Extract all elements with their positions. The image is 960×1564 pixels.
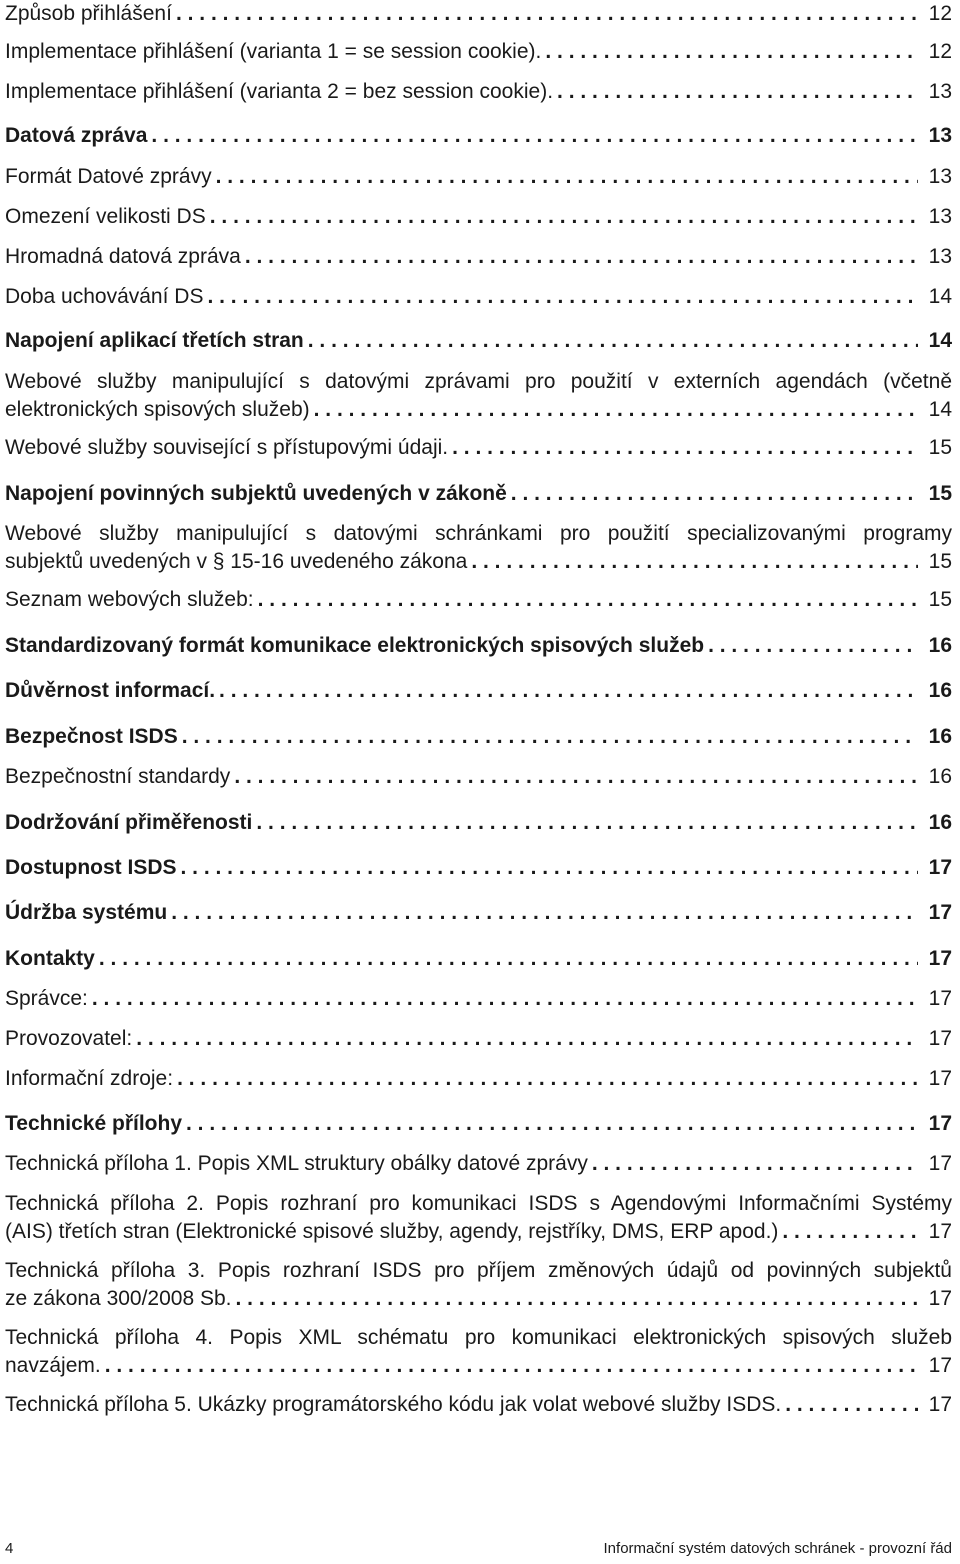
dot-leader	[236, 1285, 918, 1313]
toc-entry[interactable]	[5, 38, 952, 66]
toc-entry-page-number: 17	[928, 1067, 952, 1090]
dot-leader	[210, 203, 918, 231]
toc-entry[interactable]	[5, 243, 952, 271]
toc-entry-line	[5, 1150, 952, 1178]
toc-entry-page-number: 13	[928, 165, 952, 188]
toc-entry-page-number: 13	[928, 205, 952, 228]
toc-entry-line	[5, 985, 952, 1013]
toc-entry-title: Důvěrnost informací.	[5, 679, 216, 702]
toc-entry-page-number: 13	[928, 80, 952, 103]
toc-entry-title: Technické přílohy	[5, 1112, 182, 1135]
dot-leader	[314, 396, 918, 424]
toc-entry[interactable]	[5, 854, 952, 882]
toc-entry-line	[5, 0, 952, 28]
toc-entry-title-line1: Technická příloha 3. Popis rozhraní ISDS pro příjem změnových údajů od povinných subjektů	[5, 1259, 952, 1282]
toc-entry-page-number: 12	[928, 2, 952, 25]
dot-leader	[151, 122, 918, 150]
toc-entry-line	[5, 38, 952, 66]
toc-entry-page-number: 17	[928, 1112, 952, 1135]
toc-entry-page-number: 17	[928, 947, 952, 970]
toc-entry-line	[5, 203, 952, 231]
toc-entry-page-number: 16	[928, 679, 952, 702]
dot-leader	[557, 78, 918, 106]
toc-entry-title: Informační zdroje:	[5, 1067, 174, 1090]
toc-entry-page-number: 15	[928, 436, 952, 459]
toc-entry-title: Formát Datové zprávy	[5, 165, 212, 188]
toc-entry[interactable]	[5, 283, 952, 311]
toc-entry-title: Způsob přihlášení	[5, 2, 172, 25]
toc-entry-title: Dodržování přiměřenosti	[5, 811, 253, 834]
toc-entry-title: Správce:	[5, 987, 88, 1010]
dot-leader	[181, 854, 919, 882]
toc-entry-title: Implementace přihlášení (varianta 1 = se session cookie).	[5, 40, 542, 63]
toc-entry-line	[5, 1285, 952, 1313]
toc-entry-title: Doba uchovávání DS	[5, 285, 204, 308]
toc-entry-title: Omezení velikosti DS	[5, 205, 206, 228]
dot-leader	[176, 0, 918, 28]
toc-entry-line	[5, 480, 952, 508]
toc-entry[interactable]	[5, 586, 952, 614]
dot-leader	[256, 809, 918, 837]
dot-leader	[245, 243, 918, 271]
toc-entry-page-number: 16	[928, 811, 952, 834]
toc-entry-line	[5, 122, 952, 150]
toc-entry[interactable]	[5, 763, 952, 791]
toc-entry-title: Datová zpráva	[5, 124, 148, 147]
toc-entry-title: navzájem.	[5, 1354, 101, 1377]
dot-leader	[219, 677, 918, 705]
toc-entry[interactable]	[5, 1324, 952, 1380]
toc-entry-title: Seznam webových služeb:	[5, 588, 254, 611]
toc-entry-page-number: 13	[928, 245, 952, 268]
toc-entry-page-number: 17	[928, 1393, 952, 1416]
toc-entry-page-number: 14	[928, 329, 952, 352]
dot-leader	[136, 1025, 918, 1053]
dot-leader	[186, 1110, 918, 1138]
dot-leader	[92, 985, 918, 1013]
toc-entry[interactable]	[5, 327, 952, 355]
toc-entry-title: ze zákona 300/2008 Sb.	[5, 1287, 232, 1310]
toc-entry[interactable]	[5, 520, 952, 576]
footer-document-title: Informační systém datových schránek - provozní řád	[603, 1540, 952, 1557]
dot-leader	[782, 1218, 918, 1246]
dot-leader	[207, 283, 918, 311]
toc-entry-line	[5, 677, 952, 705]
toc-entry-line	[5, 1025, 952, 1053]
toc-entry-page-number: 17	[928, 1220, 952, 1243]
dot-leader	[182, 723, 918, 751]
toc-entry-page-number: 14	[928, 285, 952, 308]
toc-entry-title-line1: Technická příloha 2. Popis rozhraní pro komunikaci ISDS s Agendovými Informačními Systémy	[5, 1192, 952, 1215]
toc-entry-title: Standardizovaný formát komunikace elektronických spisových služeb	[5, 634, 705, 657]
toc-entry[interactable]	[5, 809, 952, 837]
toc-entry-title: (AIS) třetích stran (Elektronické spisové služby, agendy, rejstříky, DMS, ERP apod.)	[5, 1220, 779, 1243]
toc-entry[interactable]	[5, 899, 952, 927]
dot-leader	[171, 899, 918, 927]
toc-entry-title: Hromadná datová zpráva	[5, 245, 241, 268]
toc-entry-title-line1: Webové služby manipulující s datovými zprávami pro použití v externích agendách (včetně	[5, 370, 952, 393]
footer-page-number: 4	[5, 1540, 14, 1557]
toc-entry[interactable]	[5, 677, 952, 705]
toc-entry-line	[5, 327, 952, 355]
toc-entry-line	[5, 899, 952, 927]
toc-entry-title: Webové služby související s přístupovými údaji.	[5, 436, 449, 459]
toc-entry-title: Napojení povinných subjektů uvedených v zákoně	[5, 482, 507, 505]
dot-leader	[452, 434, 918, 462]
toc-entry-page-number: 14	[928, 398, 952, 421]
toc-entry-title: Technická příloha 1. Popis XML struktury obálky datové zprávy	[5, 1152, 588, 1175]
toc-entry[interactable]	[5, 122, 952, 150]
toc-entry[interactable]	[5, 203, 952, 231]
toc-entry-page-number: 15	[928, 588, 952, 611]
toc-entry-line	[5, 283, 952, 311]
dot-leader	[216, 163, 918, 191]
toc-entry-title: Provozovatel:	[5, 1027, 133, 1050]
toc-entry-line	[5, 396, 952, 424]
toc-entry-title: Napojení aplikací třetích stran	[5, 329, 304, 352]
toc-entry-line	[5, 548, 952, 576]
toc-entry[interactable]	[5, 78, 952, 106]
toc-entry-line	[5, 1110, 952, 1138]
toc-entry-line	[5, 78, 952, 106]
toc-entry-line	[5, 632, 952, 660]
toc-entry-line	[5, 763, 952, 791]
toc-entry[interactable]	[5, 368, 952, 424]
toc-entry[interactable]	[5, 434, 952, 462]
toc-entry-title: Kontakty	[5, 947, 95, 970]
toc-entry-line	[5, 163, 952, 191]
toc-entry-page-number: 16	[928, 725, 952, 748]
toc-entry[interactable]	[5, 1150, 952, 1178]
toc-entry-page-number: 12	[928, 40, 952, 63]
toc-entry-page-number: 17	[928, 901, 952, 924]
toc-entry[interactable]	[5, 1190, 952, 1246]
toc-entry[interactable]	[5, 480, 952, 508]
toc-entry[interactable]	[5, 945, 952, 973]
toc-entry-title: Bezpečnost ISDS	[5, 725, 178, 748]
dot-leader	[471, 548, 918, 576]
dot-leader	[177, 1065, 918, 1093]
toc-entry-page-number: 17	[928, 1354, 952, 1377]
toc-entry[interactable]	[5, 1025, 952, 1053]
toc-entry-title-line1: Technická příloha 4. Popis XML schématu pro komunikaci elektronických spisových služeb	[5, 1326, 952, 1349]
toc-entry-line	[5, 1391, 952, 1419]
toc-entry-title: subjektů uvedených v § 15-16 uvedeného zákona	[5, 550, 468, 573]
toc-entry-page-number: 17	[928, 856, 952, 879]
dot-leader	[592, 1150, 918, 1178]
toc-entry-line	[5, 1352, 952, 1380]
toc-entry-title: Implementace přihlášení (varianta 2 = bez session cookie).	[5, 80, 554, 103]
dot-leader	[785, 1391, 918, 1419]
toc-entry-page-number: 15	[928, 482, 952, 505]
toc-entry-line	[5, 243, 952, 271]
toc-entry-page-number: 15	[928, 550, 952, 573]
toc-entry-line	[5, 1065, 952, 1093]
dot-leader	[99, 945, 918, 973]
toc-entry[interactable]	[5, 163, 952, 191]
toc-entry-page-number: 16	[928, 765, 952, 788]
toc-entry-line	[5, 945, 952, 973]
toc-entry-line	[5, 809, 952, 837]
toc-entry[interactable]	[5, 985, 952, 1013]
dot-leader	[258, 586, 918, 614]
toc-entry[interactable]	[5, 632, 952, 660]
toc-entry-title: Údržba systému	[5, 901, 168, 924]
dot-leader	[308, 327, 918, 355]
toc-entry[interactable]	[5, 1110, 952, 1138]
toc-entry-title: Dostupnost ISDS	[5, 856, 177, 879]
toc-entry-page-number: 17	[928, 1027, 952, 1050]
toc-entry[interactable]	[5, 0, 952, 28]
toc-entry-title-line1: Webové služby manipulující s datovými schránkami pro použití specializovanými programy	[5, 522, 952, 545]
dot-leader	[234, 763, 918, 791]
toc-entry-page-number: 17	[928, 987, 952, 1010]
toc-entry[interactable]	[5, 1391, 952, 1419]
toc-entry-line	[5, 854, 952, 882]
toc-entry-page-number: 17	[928, 1287, 952, 1310]
toc-entry-line	[5, 1218, 952, 1246]
toc-entry-title: Technická příloha 5. Ukázky programátorského kódu jak volat webové služby ISDS.	[5, 1393, 782, 1416]
toc-entry-title: elektronických spisových služeb)	[5, 398, 310, 421]
toc-entry[interactable]	[5, 723, 952, 751]
toc-entry-line	[5, 434, 952, 462]
dot-leader	[545, 38, 918, 66]
toc-entry[interactable]	[5, 1065, 952, 1093]
toc-entry-page-number: 17	[928, 1152, 952, 1175]
toc-entry-page-number: 13	[928, 124, 952, 147]
toc-entry-page-number: 16	[928, 634, 952, 657]
toc-entry[interactable]	[5, 1257, 952, 1313]
toc-entry-line	[5, 586, 952, 614]
dot-leader	[708, 632, 918, 660]
dot-leader	[511, 480, 918, 508]
toc-entry-title: Bezpečnostní standardy	[5, 765, 231, 788]
toc-entry-line	[5, 723, 952, 751]
dot-leader	[105, 1352, 918, 1380]
